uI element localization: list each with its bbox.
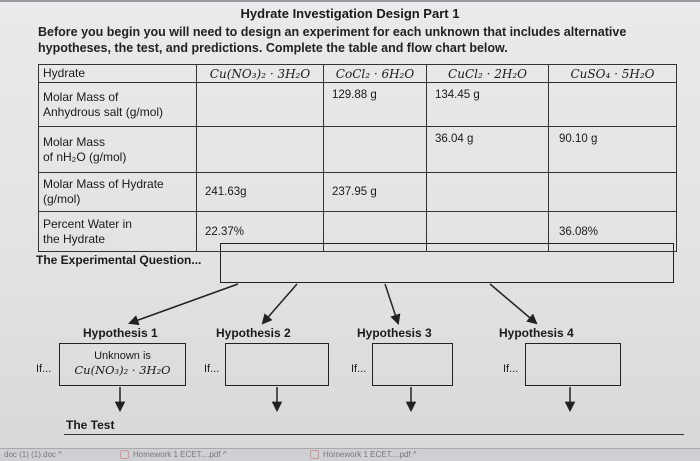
table-cell[interactable]: 36.04 g bbox=[427, 127, 549, 173]
row-label: Molar Mass of nH₂O (g/mol) bbox=[39, 127, 197, 173]
arrow-to-hypothesis-4 bbox=[490, 284, 536, 323]
arrow-to-hypothesis-1 bbox=[130, 284, 238, 323]
taskbar-item-pdf-1[interactable]: Homework 1 ECET....pdf ^ bbox=[120, 450, 227, 459]
pdf-icon bbox=[310, 450, 319, 459]
if-label-4: If... bbox=[503, 363, 519, 375]
hypothesis-2-label: Hypothesis 2 bbox=[216, 326, 291, 340]
table-cell[interactable]: 90.10 g bbox=[549, 127, 677, 173]
test-line bbox=[64, 434, 684, 435]
hypothesis-1-box[interactable] bbox=[59, 343, 186, 386]
taskbar bbox=[0, 448, 700, 461]
row-label: Molar Mass of Anhydrous salt (g/mol) bbox=[39, 83, 197, 127]
if-label-1: If... bbox=[36, 363, 52, 375]
table-cell[interactable]: 134.45 g bbox=[427, 83, 549, 127]
experimental-question-label: The Experimental Question... bbox=[36, 253, 202, 267]
table-cell[interactable]: 237.95 g bbox=[324, 173, 427, 212]
arrow-to-hypothesis-3 bbox=[385, 284, 398, 323]
pdf-icon bbox=[120, 450, 129, 459]
taskbar-item-doc[interactable]: doc (1) (1).doc ^ bbox=[4, 450, 63, 459]
table-cell[interactable]: 129.88 g bbox=[324, 83, 427, 127]
formula-cell: CoCl₂ · 6H₂O bbox=[324, 65, 427, 83]
unknown-formula: Cu(NO₃)₂ · 3H₂O bbox=[74, 363, 171, 377]
if-label-2: If... bbox=[204, 363, 220, 375]
header-label: Hydrate bbox=[39, 65, 197, 83]
taskbar-item-pdf-2[interactable]: Homework 1 ECET....pdf ^ bbox=[310, 450, 417, 459]
hypothesis-2-box[interactable] bbox=[225, 343, 329, 386]
table-cell[interactable]: 36.08% bbox=[549, 212, 677, 252]
formula-cell: CuCl₂ · 2H₂O bbox=[427, 65, 549, 83]
arrow-to-hypothesis-2 bbox=[263, 284, 297, 323]
row-label: Percent Water in the Hydrate bbox=[39, 212, 197, 252]
unknown-line: Unknown is bbox=[94, 350, 151, 362]
hypothesis-4-box[interactable] bbox=[525, 343, 621, 386]
row-label: Molar Mass of Hydrate (g/mol) bbox=[39, 173, 197, 212]
hypothesis-3-label: Hypothesis 3 bbox=[357, 326, 432, 340]
formula-cell: Cu(NO₃)₂ · 3H₂O bbox=[197, 65, 324, 83]
page-title: Hydrate Investigation Design Part 1 bbox=[240, 6, 460, 21]
hypothesis-4-label: Hypothesis 4 bbox=[499, 326, 574, 340]
if-label-3: If... bbox=[351, 363, 367, 375]
table-cell[interactable]: 241.63g bbox=[197, 173, 324, 212]
intro-text: Before you begin you will need to design an experiment for each unknown that includes alternative hypotheses, the test, and predictions. Complete the table and flow chart below. bbox=[38, 25, 627, 55]
formula-cell: CuSO₄ · 5H₂O bbox=[549, 65, 677, 83]
test-label: The Test bbox=[66, 418, 115, 432]
table-cell[interactable]: 22.37% bbox=[197, 212, 324, 252]
hypothesis-1-label: Hypothesis 1 bbox=[83, 326, 158, 340]
hypothesis-3-box[interactable] bbox=[372, 343, 453, 386]
